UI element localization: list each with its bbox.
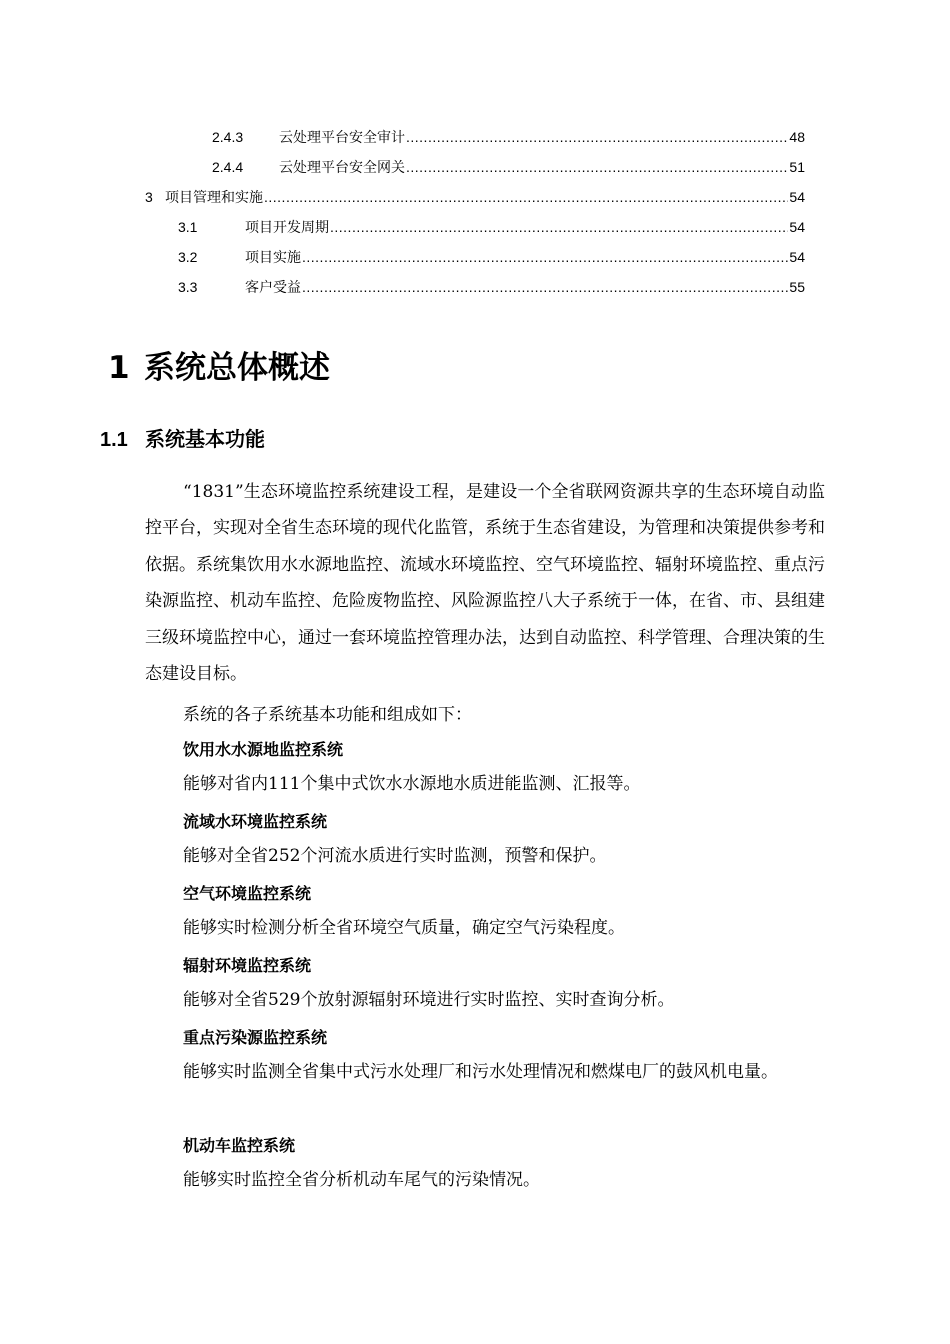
toc-number: 3.1 — [178, 219, 198, 235]
toc-page-number: 48 — [789, 129, 805, 145]
subsystem-description: 能够对全省529个放射源辐射环境进行实时监控、实时查询分析。 — [183, 990, 675, 1010]
toc-title: 云处理平台安全审计 — [279, 130, 405, 146]
toc-entry[interactable] — [178, 217, 805, 238]
subsystem-title: 空气环境监控系统 — [183, 884, 312, 903]
toc-leader — [302, 277, 788, 297]
toc-title: 项目开发周期 — [245, 220, 329, 236]
subsystem-description: 能够实时监控全省分析机动车尾气的污染情况。 — [183, 1170, 540, 1190]
toc-title: 项目实施 — [245, 250, 301, 266]
toc-leader — [406, 127, 788, 147]
toc-page-number: 55 — [789, 279, 805, 295]
subsystem-title: 辐射环境监控系统 — [183, 956, 312, 975]
subsystem-title: 饮用水水源地监控系统 — [183, 740, 344, 759]
toc-number: 2.4.4 — [212, 159, 244, 175]
toc-entry[interactable] — [145, 187, 805, 208]
toc-leader — [264, 187, 788, 207]
chapter-title: 系统总体概述 — [144, 350, 330, 386]
toc-leader — [302, 247, 788, 267]
section-number: 1.1 — [100, 429, 128, 451]
toc-number: 2.4.3 — [212, 129, 244, 145]
toc-leader — [406, 157, 788, 177]
toc-page-number: 54 — [789, 219, 805, 235]
toc-entry[interactable] — [212, 127, 805, 148]
subsystem-description: 能够对省内111个集中式饮水水源地水质进能监测、汇报等。 — [183, 774, 641, 794]
subsystem-description: 能够对全省252个河流水质进行实时监测，预警和保护。 — [183, 846, 607, 866]
toc-page-number: 51 — [789, 159, 805, 175]
section-title: 系统基本功能 — [145, 427, 265, 451]
toc-page-number: 54 — [789, 249, 805, 265]
subsystem-description: 能够实时检测分析全省环境空气质量，确定空气污染程度。 — [183, 918, 625, 938]
toc-number: 3 — [145, 189, 153, 205]
toc-title: 云处理平台安全网关 — [279, 160, 405, 176]
toc-leader — [330, 217, 788, 237]
lead-sentence: 系统的各子系统基本功能和组成如下： — [183, 705, 472, 725]
intro-paragraph: “1831”生态环境监控系统建设工程，是建设一个全省联网资源共享的生态环境自动监控平台，实现对全省生态环境的现代化监管，系统于生态省建设，为管理和决策提供参考和依据。系统集饮用水水源地监控、流域水环境监控、空气环境监控、辐射环境监控、重点污染源监控、机动车监控、危险废物监控、风险源监控八大子系统于一体，在省、市、县组建三级环境监控中心，通过一套环境监控管理办法，达到自动监控、科学管理、合理决策的生态建设目标。 — [145, 482, 825, 685]
toc-title: 项目管理和实施 — [165, 190, 263, 206]
toc-number: 3.3 — [178, 279, 198, 295]
subsystem-title: 流域水环境监控系统 — [183, 812, 328, 831]
subsystem-description: 能够实时监测全省集中式污水处理厂和污水处理情况和燃煤电厂的鼓风机电量。 — [183, 1062, 778, 1082]
chapter-heading — [108, 340, 330, 396]
toc-page-number: 54 — [789, 189, 805, 205]
toc-entry[interactable] — [212, 157, 805, 178]
subsystem-title: 重点污染源监控系统 — [183, 1028, 328, 1047]
toc-number: 3.2 — [178, 249, 198, 265]
toc-title: 客户受益 — [245, 280, 301, 296]
toc-entry[interactable] — [178, 247, 805, 268]
chapter-number: 1 — [108, 350, 130, 386]
section-heading — [100, 424, 265, 455]
toc-entry[interactable] — [178, 277, 805, 298]
subsystem-title: 机动车监控系统 — [183, 1136, 296, 1155]
